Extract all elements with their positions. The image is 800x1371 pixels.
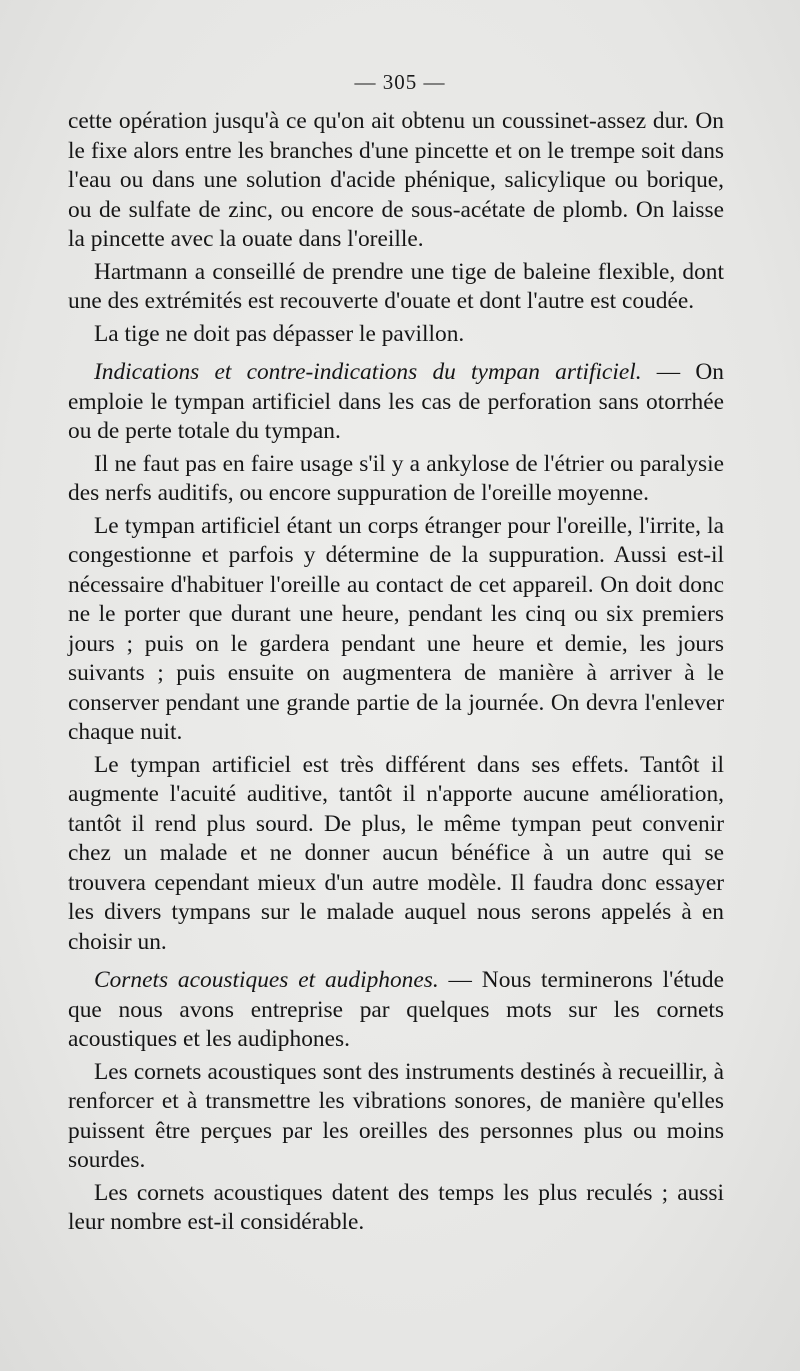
paragraph-text: — Nous terminerons l'étude que nous avons entreprise par quelques mots sur les cornets acoustiques et les audiphones.	[68, 967, 724, 1052]
paragraph-tige	[68, 320, 724, 350]
section-heading-indications: Indications et contre-indications du tympan artificiel.	[94, 359, 642, 385]
body-text	[68, 107, 724, 1241]
paragraph-text: cette opération jusqu'à ce qu'on ait obtenu un coussinet-assez dur. On le fixe alors entre les branches d'une pincette et on le trempe soit dans l'eau ou dans une solution d'acide phénique, salicylique ou borique, ou de sulfate de zinc, ou encore de sous-acétate de plomb. On laisse la pincette avec la ouate dans l'oreille.	[68, 108, 724, 252]
paragraph-text: Les cornets acoustiques datent des temps les plus reculés ; aussi leur nombre est-il considérable.	[68, 1179, 724, 1235]
paragraph-text: Il ne faut pas en faire usage s'il y a ankylose de l'étrier ou paralysie des nerfs auditifs, ou encore suppuration de l'oreille moyenne.	[68, 450, 724, 506]
paragraph-text: — On emploie le tympan artificiel dans les cas de perforation sans otorrhée ou de perte totale du tympan.	[68, 359, 724, 444]
paragraph-hartmann	[68, 258, 724, 317]
paragraph-text: La tige ne doit pas dépasser le pavillon.	[94, 320, 465, 347]
paragraph-text: Le tympan artificiel est très différent dans ses effets. Tantôt il augmente l'acuité auditive, tantôt il n'apporte aucune amélioration, tantôt il rend plus sourd. De plus, le même tympan peut convenir chez un malade et ne donner aucun bénéfice à un autre qui se trouvera cependant mieux d'un autre modèle. Il faudra donc essayer les divers tympans sur le malade auquel nous serons appelés à en choisir un.	[68, 751, 724, 955]
paragraph-cornets-definition	[68, 1058, 724, 1176]
paragraph-cornets-intro	[68, 966, 724, 1055]
paragraph-effets	[68, 751, 724, 958]
paragraph-corps-etranger	[68, 512, 724, 748]
paragraph-text: Les cornets acoustiques sont des instruments destinés à recueillir, à renforcer et à transmettre les vibrations sonores, de manière qu'elles puissent être perçues par les oreilles des personnes plus ou moins sourdes.	[68, 1058, 724, 1173]
section-heading-cornets: Cornets acoustiques et audiphones.	[94, 967, 439, 993]
paragraph-continuation	[68, 107, 724, 255]
paragraph-indications	[68, 358, 724, 447]
paragraph-text: Le tympan artificiel étant un corps étranger pour l'oreille, l'irrite, la congestionne et parfois y détermine de la suppuration. Aussi est-il nécessaire d'habituer l'oreille au contact de cet appareil. On doit donc ne le porter que durant une heure, pendant les cinq ou six premiers jours ; puis on le gardera pendant une heure et demie, les jours suivants ; puis ensuite on augmentera de manière à arriver à le conserver pendant une grande partie de la journée. On devra l'enlever chaque nuit.	[68, 512, 724, 745]
paragraph-text: Hartmann a conseillé de prendre une tige de baleine flexible, dont une des extrémités est recouverte d'ouate et dont l'autre est coudée.	[68, 258, 724, 314]
paragraph-contre-indications	[68, 450, 724, 509]
page-number: — 305 —	[354, 70, 446, 94]
paragraph-cornets-histoire	[68, 1179, 724, 1238]
